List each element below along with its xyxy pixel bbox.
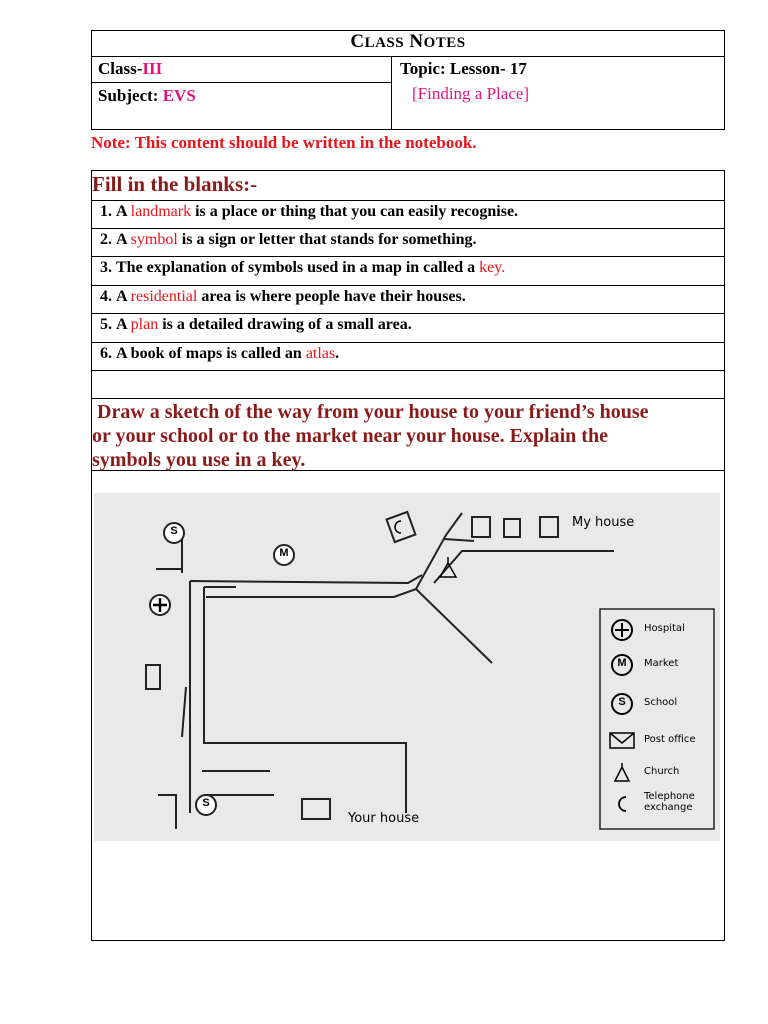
- item-text: A: [116, 203, 131, 220]
- your-house-label: Your house: [348, 811, 420, 826]
- table-border: [91, 370, 725, 371]
- telephone-exchange-building: [387, 512, 416, 542]
- key-label-church: Church: [644, 766, 680, 777]
- your-house-building: [302, 799, 330, 819]
- item-answer: plan: [130, 316, 159, 333]
- key-telephone-icon: [619, 797, 626, 811]
- table-border: [91, 200, 725, 201]
- road: [190, 575, 422, 583]
- subject-label: Subject:: [98, 86, 163, 105]
- drawing-instructions: [92, 400, 648, 472]
- item-text: A: [116, 288, 131, 305]
- list-item: [100, 345, 339, 363]
- item-text: A: [116, 231, 131, 248]
- key-label-market: Market: [644, 658, 679, 669]
- list-item: [100, 316, 412, 334]
- title-text: OTES: [423, 35, 466, 51]
- house-building: [472, 517, 490, 537]
- item-answer: atlas: [305, 345, 336, 362]
- item-text: area is where people have their houses.: [197, 288, 466, 305]
- instruction-line: symbols you use in a key.: [92, 449, 306, 471]
- road: [434, 551, 614, 583]
- page-title: [91, 31, 725, 53]
- subject-field: [98, 86, 196, 106]
- table-border: [91, 285, 725, 286]
- item-text: The explanation of symbols used in a map in called a: [116, 259, 480, 276]
- table-border-bottom: [91, 940, 725, 941]
- list-item: [100, 288, 466, 306]
- table-border: [91, 56, 725, 57]
- instruction-line: Draw a sketch of the way from your house to your friend’s house: [92, 401, 649, 423]
- topic-value: [Finding a Place]: [412, 84, 530, 103]
- key-school-letter: S: [618, 696, 626, 708]
- house-building: [540, 517, 558, 537]
- market-symbol-label: M: [279, 547, 289, 559]
- class-field: [98, 59, 162, 79]
- item-text: is a sign or letter that stands for something.: [177, 231, 477, 248]
- table-border: [91, 129, 725, 130]
- list-item: [100, 203, 518, 221]
- item-number: 2.: [100, 231, 112, 248]
- item-number: 4.: [100, 288, 112, 305]
- fill-blanks-heading: Fill in the blanks:-: [92, 172, 258, 196]
- table-border: [724, 170, 725, 941]
- key-hospital-cross: [615, 623, 629, 637]
- road: [156, 539, 182, 573]
- table-border: [91, 313, 725, 314]
- road: [206, 589, 492, 663]
- map-sketch: [94, 493, 720, 841]
- table-border: [91, 342, 725, 343]
- topic-label: Topic: Lesson- 17: [400, 59, 527, 78]
- item-number: 6.: [100, 345, 112, 362]
- key-label-post-office: Post office: [644, 734, 696, 745]
- route-arrow: [182, 687, 186, 737]
- list-item: [100, 231, 476, 249]
- table-border: [391, 56, 392, 130]
- road: [158, 795, 176, 829]
- table-border: [91, 228, 725, 229]
- item-answer: key.: [479, 259, 506, 276]
- table-border: [91, 170, 725, 171]
- title-text: C: [350, 31, 365, 52]
- item-text: A: [116, 316, 131, 333]
- item-number: 3.: [100, 259, 112, 276]
- subject-value: EVS: [162, 86, 196, 105]
- item-number: 1.: [100, 203, 112, 220]
- key-market-letter: M: [617, 657, 627, 669]
- item-text: A book of maps is called an: [116, 345, 306, 362]
- title-text: N: [409, 31, 424, 52]
- table-border: [91, 256, 725, 257]
- key-church-icon: [615, 763, 629, 781]
- post-office-building: [146, 665, 160, 689]
- school-symbol-label: S: [202, 797, 210, 809]
- item-answer: landmark: [130, 203, 192, 220]
- key-envelope-flap: [610, 733, 634, 743]
- school-symbol-label: S: [170, 525, 178, 537]
- house-building: [504, 519, 520, 537]
- item-text: .: [335, 345, 340, 362]
- table-border: [91, 82, 391, 83]
- telephone-icon: [395, 521, 401, 533]
- key-label-telephone-exchange: Telephone exchange: [644, 791, 695, 813]
- table-border: [91, 170, 92, 941]
- table-border: [91, 398, 725, 399]
- item-text: is a place or thing that you can easily recognise.: [191, 203, 519, 220]
- instruction-line: or your school or to the market near your house. Explain the: [92, 425, 608, 447]
- class-label: Class-: [98, 59, 143, 78]
- my-house-label: My house: [572, 515, 635, 530]
- road: [204, 587, 406, 813]
- item-answer: symbol: [130, 231, 178, 248]
- key-label-hospital: Hospital: [644, 623, 685, 634]
- item-text: is a detailed drawing of a small area.: [158, 316, 412, 333]
- notebook-note: Note: This content should be written in the notebook.: [91, 133, 477, 152]
- list-item: [100, 259, 505, 277]
- item-number: 5.: [100, 316, 112, 333]
- class-value: III: [142, 59, 163, 78]
- title-text: LASS: [364, 35, 405, 51]
- key-label-school: School: [644, 697, 678, 708]
- route-arrow: [444, 539, 474, 541]
- item-answer: residential: [130, 288, 198, 305]
